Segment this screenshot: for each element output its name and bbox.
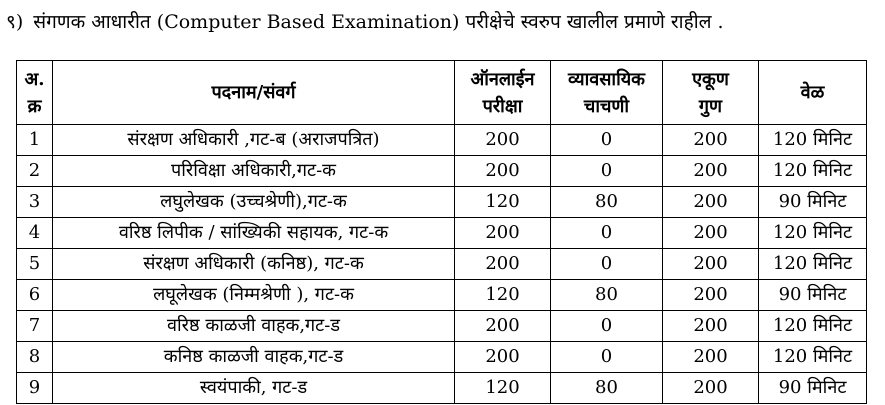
header-professional-line-2: चाचणी [583, 95, 630, 117]
cell-serial: 2 [17, 156, 53, 187]
cell-post: संरक्षण अधिकारी (कनिष्ठ), गट-क [53, 249, 455, 280]
cell-serial: 6 [17, 280, 53, 311]
cell-online: 120 [455, 373, 551, 404]
cell-serial: 7 [17, 311, 53, 342]
header-total-line-2: गुण [698, 95, 723, 117]
cell-post: लघुलेखक (उच्चश्रेणी),गट-क [53, 187, 455, 218]
cell-online: 200 [455, 156, 551, 187]
cell-serial: 9 [17, 373, 53, 404]
cell-total: 200 [663, 280, 759, 311]
cell-professional: 0 [551, 156, 663, 187]
table-header-row [17, 61, 867, 125]
cell-time: 120 मिनिट [759, 311, 867, 342]
exam-pattern-table [16, 60, 867, 404]
cell-post: कनिष्ठ काळजी वाहक,गट-ड [53, 342, 455, 373]
header-time: वेळ [759, 61, 867, 125]
cell-total: 200 [663, 218, 759, 249]
cell-post: वरिष्ठ काळजी वाहक,गट-ड [53, 311, 455, 342]
table-row [17, 218, 867, 249]
cell-professional: 0 [551, 311, 663, 342]
table-row [17, 311, 867, 342]
cell-professional: 0 [551, 249, 663, 280]
cell-time: 120 मिनिट [759, 125, 867, 156]
cell-time: 90 मिनिट [759, 373, 867, 404]
header-total [663, 61, 759, 125]
cell-time: 120 मिनिट [759, 249, 867, 280]
section-heading-text: संगणक आधारीत (Computer Based Examination) परीक्षेचे स्वरुप खालील प्रमाणे राहील . [33, 11, 724, 33]
cell-post: परिविक्षा अधिकारी,गट-क [53, 156, 455, 187]
cell-serial: 1 [17, 125, 53, 156]
cell-online: 200 [455, 249, 551, 280]
cell-professional: 80 [551, 187, 663, 218]
section-heading [6, 8, 876, 36]
cell-total: 200 [663, 311, 759, 342]
header-professional-line-1: व्यावसायिक [567, 68, 646, 90]
table-row [17, 342, 867, 373]
cell-time: 120 मिनिट [759, 156, 867, 187]
cell-total: 200 [663, 249, 759, 280]
cell-post: लघूलेखक (निम्मश्रेणी ), गट-क [53, 280, 455, 311]
cell-post: वरिष्ठ लिपीक / सांख्यिकी सहायक, गट-क [53, 218, 455, 249]
table-row [17, 125, 867, 156]
cell-total: 200 [663, 373, 759, 404]
table-row [17, 280, 867, 311]
table-row [17, 249, 867, 280]
cell-online: 200 [455, 125, 551, 156]
cell-professional: 80 [551, 280, 663, 311]
cell-total: 200 [663, 187, 759, 218]
header-post: पदनाम/संवर्ग [53, 61, 455, 125]
cell-time: 120 मिनिट [759, 218, 867, 249]
header-online-line-1: ऑनलाईन [470, 68, 535, 90]
cell-professional: 80 [551, 373, 663, 404]
cell-post: स्वयंपाकी, गट-ड [53, 373, 455, 404]
header-online [455, 61, 551, 125]
header-total-line-1: एकूण [692, 68, 729, 90]
header-serial [17, 61, 53, 125]
cell-time: 90 मिनिट [759, 280, 867, 311]
cell-time: 90 मिनिट [759, 187, 867, 218]
cell-serial: 4 [17, 218, 53, 249]
cell-professional: 0 [551, 218, 663, 249]
cell-professional: 0 [551, 125, 663, 156]
cell-online: 200 [455, 311, 551, 342]
cell-serial: 8 [17, 342, 53, 373]
header-online-line-2: परीक्षा [482, 95, 523, 117]
table-row [17, 187, 867, 218]
cell-total: 200 [663, 125, 759, 156]
cell-serial: 3 [17, 187, 53, 218]
cell-time: 120 मिनिट [759, 342, 867, 373]
cell-post: संरक्षण अधिकारी ,गट-ब (अराजपत्रित) [53, 125, 455, 156]
header-serial-line-2: क्र [27, 95, 42, 117]
cell-total: 200 [663, 156, 759, 187]
cell-serial: 5 [17, 249, 53, 280]
table-row [17, 373, 867, 404]
header-serial-line-1: अ. [24, 68, 45, 90]
cell-online: 120 [455, 280, 551, 311]
cell-professional: 0 [551, 342, 663, 373]
cell-online: 120 [455, 187, 551, 218]
section-number: ९) [6, 11, 24, 33]
cell-online: 200 [455, 218, 551, 249]
cell-online: 200 [455, 342, 551, 373]
header-professional [551, 61, 663, 125]
table-row [17, 156, 867, 187]
cell-total: 200 [663, 342, 759, 373]
